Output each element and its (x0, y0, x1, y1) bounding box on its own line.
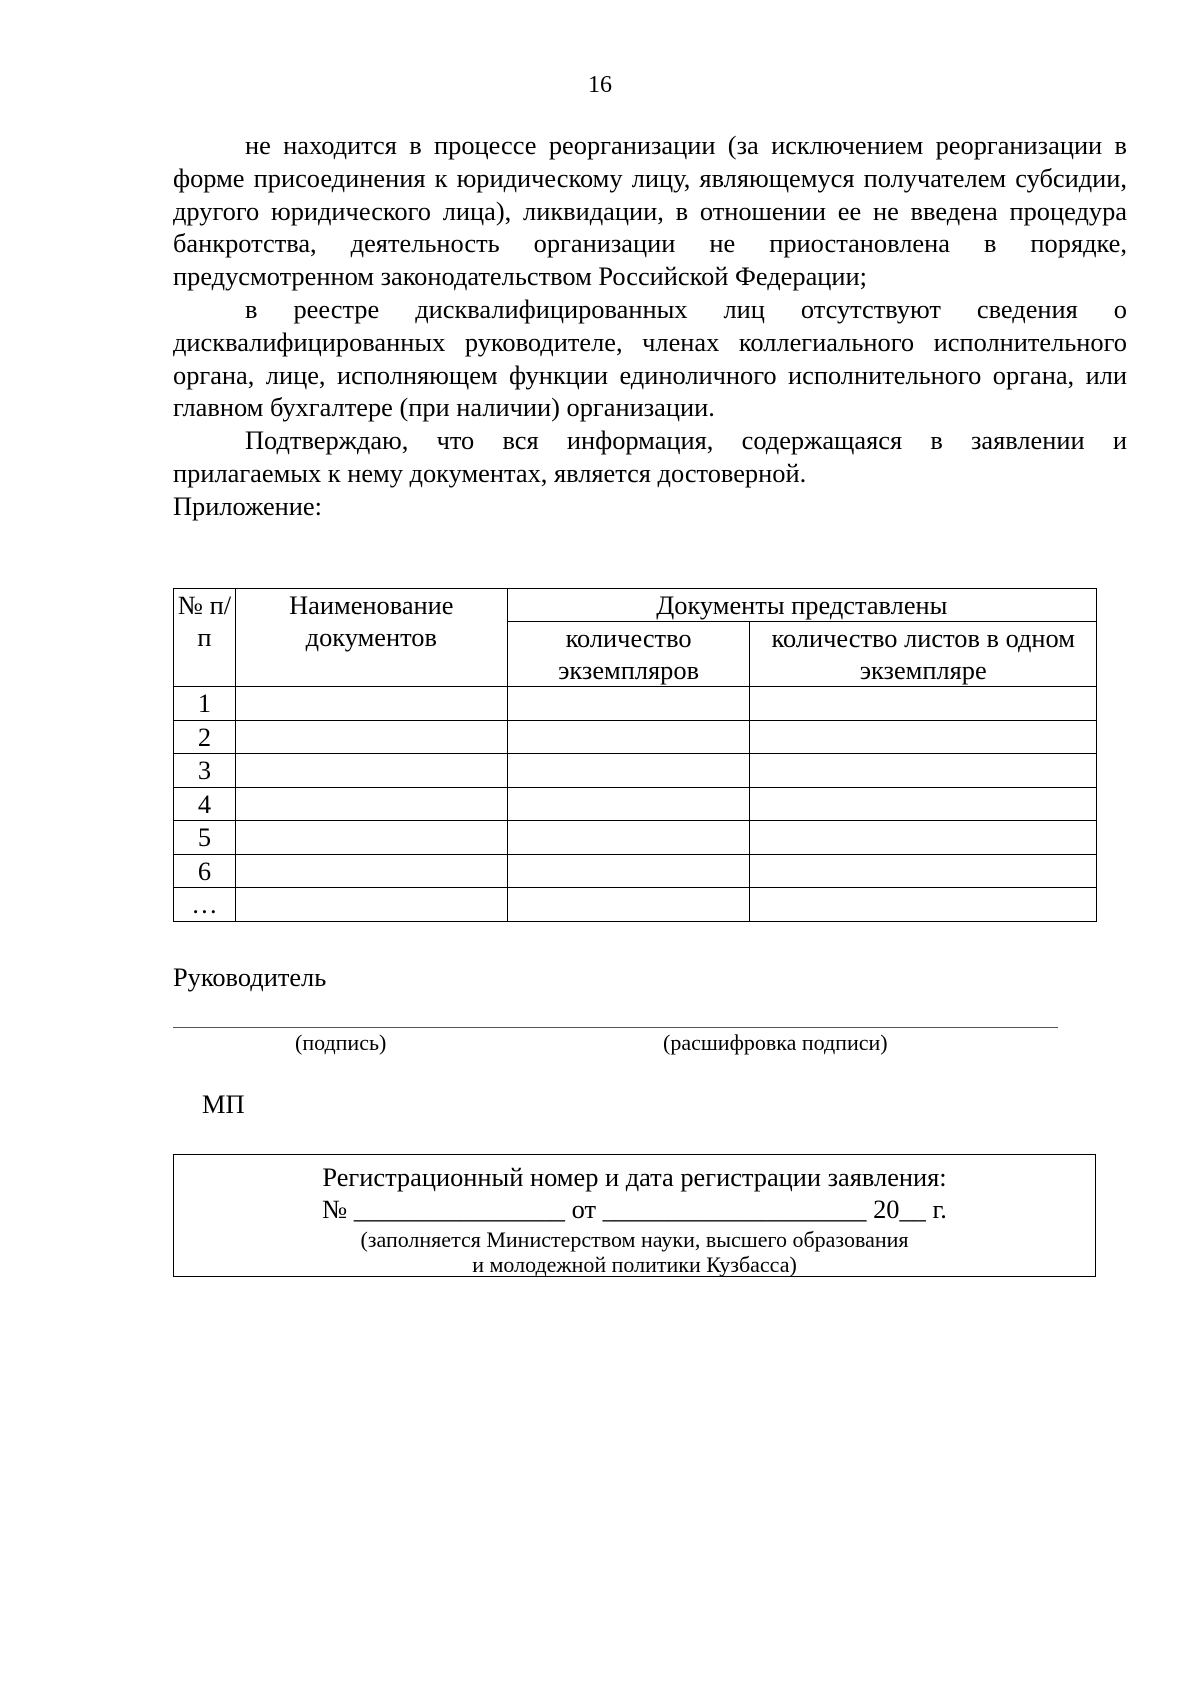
page-number: 16 (588, 72, 612, 98)
table-header-row (174, 589, 1097, 622)
head-label: Руководитель (173, 962, 327, 992)
sheets-cell[interactable] (750, 821, 1097, 855)
doc-name-cell[interactable] (235, 787, 507, 821)
sheets-cell[interactable] (750, 720, 1097, 754)
copies-cell[interactable] (507, 687, 750, 721)
copies-cell[interactable] (507, 854, 750, 888)
stamp-label: МП (202, 1089, 245, 1119)
doc-name-cell[interactable] (235, 720, 507, 754)
sheets-cell[interactable] (750, 754, 1097, 788)
header-sheets: количество листов в одном экземпляре (750, 622, 1097, 687)
doc-name-cell[interactable] (235, 821, 507, 855)
table-row (174, 754, 1097, 788)
registration-number-date-line[interactable]: № ________________ от ____________________ 20__ г. (322, 1194, 947, 1224)
row-number: 3 (174, 754, 236, 788)
signature-decoding-caption: (расшифровка подписи) (663, 1030, 888, 1055)
registration-note (174, 1227, 1095, 1277)
paragraph-confirmation: Подтверждаю, что вся информация, содержащаяся в заявлении и прилагаемых к нему документах, является достоверной. (173, 425, 1127, 488)
paragraph-reorganization: не находится в процессе реорганизации (за исключением реорганизации в форме присоединения к юридическому лицу, являющемуся получателем субсидии, другого юридического лица), ликвидации, в отношении ее не введена процедура банкротства, деятельность организации не приостановлена в порядке, предусмотренном законодательством Российской Федерации; (173, 130, 1127, 292)
row-number: 2 (174, 720, 236, 754)
copies-cell[interactable] (507, 888, 750, 922)
body-text (173, 129, 1127, 523)
table-row (174, 787, 1097, 821)
copies-cell[interactable] (507, 754, 750, 788)
documents-table (173, 588, 1097, 922)
signature-line[interactable] (173, 1027, 1058, 1028)
sheets-cell[interactable] (750, 888, 1097, 922)
sheets-cell[interactable] (750, 787, 1097, 821)
registration-title: Регистрационный номер и дата регистрации заявления: (322, 1162, 947, 1192)
signature-caption: (подпись) (295, 1030, 387, 1055)
header-doc-name: Наименование документов (235, 589, 507, 687)
copies-cell[interactable] (507, 720, 750, 754)
doc-name-cell[interactable] (235, 754, 507, 788)
row-number: 4 (174, 787, 236, 821)
copies-cell[interactable] (507, 787, 750, 821)
table-row (174, 854, 1097, 888)
paragraph-disqualified-registry: в реестре дисквалифицированных лиц отсутствуют сведения о дисквалифицированных руководителе, членах коллегиального исполнительного органа, лице, исполняющем функции единоличного исполнительного органа, или главном бухгалтере (при наличии) организации. (173, 293, 1127, 423)
table-row (174, 720, 1097, 754)
attachment-heading: Приложение: (173, 490, 322, 521)
table-row (174, 687, 1097, 721)
registration-note-line-1: (заполняется Министерством науки, высшего образования (360, 1227, 909, 1252)
doc-name-cell[interactable] (235, 687, 507, 721)
header-number: № п/п (174, 589, 236, 687)
table-row (174, 821, 1097, 855)
row-number: … (174, 888, 236, 922)
doc-name-cell[interactable] (235, 888, 507, 922)
header-docs-presented: Документы представлены (507, 589, 1096, 622)
doc-name-cell[interactable] (235, 854, 507, 888)
sheets-cell[interactable] (750, 854, 1097, 888)
row-number: 1 (174, 687, 236, 721)
copies-cell[interactable] (507, 821, 750, 855)
row-number: 6 (174, 854, 236, 888)
header-copies: количество экземпляров (507, 622, 750, 687)
registration-note-line-2: и молодежной политики Кузбасса) (472, 1252, 797, 1277)
table-row (174, 888, 1097, 922)
sheets-cell[interactable] (750, 687, 1097, 721)
registration-box (173, 1154, 1096, 1277)
row-number: 5 (174, 821, 236, 855)
